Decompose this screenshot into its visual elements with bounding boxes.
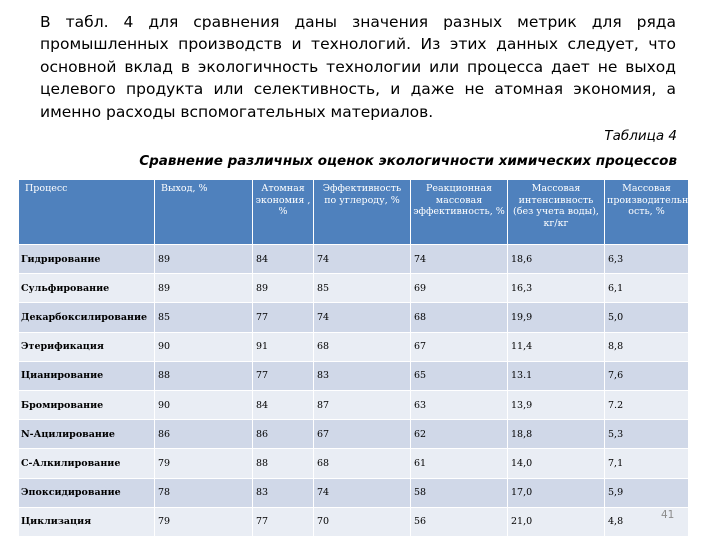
table-cell: 85 — [314, 274, 411, 303]
table-cell: 68 — [314, 449, 411, 478]
table-cell: 79 — [155, 507, 253, 536]
table-cell: 69 — [411, 274, 508, 303]
table-cell: 91 — [253, 332, 314, 361]
table-cell: 5,0 — [605, 303, 689, 332]
table-cell-process: Цианирование — [19, 361, 155, 390]
table-cell: 16,3 — [508, 274, 605, 303]
page-number: 41 — [661, 509, 675, 521]
table-cell: 74 — [314, 245, 411, 274]
table-cell: 8,8 — [605, 332, 689, 361]
table-cell-process: Бромирование — [19, 390, 155, 419]
table-body — [19, 245, 689, 537]
table-cell-process: N-Ацилирование — [19, 420, 155, 449]
table-cell: 89 — [155, 274, 253, 303]
table-cell-process: Циклизация — [19, 507, 155, 536]
header-yield: Выход, % — [155, 180, 253, 245]
table-cell-process: Этерификация — [19, 332, 155, 361]
table-cell: 68 — [314, 332, 411, 361]
table-cell: 56 — [411, 507, 508, 536]
header-mass-productivity: Массовая производительн ость, % — [605, 180, 689, 245]
table-cell: 78 — [155, 478, 253, 507]
table-row — [19, 274, 689, 303]
table-cell: 83 — [314, 361, 411, 390]
table-row — [19, 332, 689, 361]
table-row — [19, 507, 689, 536]
table-row — [19, 303, 689, 332]
table-cell: 83 — [253, 478, 314, 507]
table-cell-process: Гидрирование — [19, 245, 155, 274]
table-cell: 17,0 — [508, 478, 605, 507]
header-mass-intensity: Массовая интенсивность (без учета воды), кг/кг — [508, 180, 605, 245]
table-cell: 61 — [411, 449, 508, 478]
intro-paragraph: В табл. 4 для сравнения даны значения разных метрик для ряда промышленных производств и технологий. Из этих данных следует, что основной вклад в экологичность технологии или процесса дает не выход целевого продукта или селективность, и даже не атомная экономия, а именно расходы вспомогательных материалов. — [40, 13, 676, 121]
table-row — [19, 390, 689, 419]
table-cell: 58 — [411, 478, 508, 507]
table-cell: 14,0 — [508, 449, 605, 478]
table-cell: 74 — [314, 478, 411, 507]
table-row — [19, 245, 689, 274]
header-carbon-efficiency: Эффективность по углероду, % — [314, 180, 411, 245]
table-cell: 7,1 — [605, 449, 689, 478]
table-header-row — [19, 180, 689, 245]
table-cell: 6,1 — [605, 274, 689, 303]
table-cell: 65 — [411, 361, 508, 390]
table-cell: 79 — [155, 449, 253, 478]
table-cell: 90 — [155, 332, 253, 361]
table-number: Таблица 4 — [604, 128, 677, 144]
table-cell: 18,8 — [508, 420, 605, 449]
table-cell: 89 — [155, 245, 253, 274]
table-title: Сравнение различных оценок экологичности химических процессов — [139, 153, 677, 169]
table-cell: 88 — [155, 361, 253, 390]
table-cell: 5,3 — [605, 420, 689, 449]
table-row — [19, 361, 689, 390]
table-cell: 70 — [314, 507, 411, 536]
table-row — [19, 478, 689, 507]
table-cell: 13,9 — [508, 390, 605, 419]
table-cell: 84 — [253, 390, 314, 419]
table-cell: 85 — [155, 303, 253, 332]
metrics-table — [18, 179, 689, 537]
table-cell: 11,4 — [508, 332, 605, 361]
table-cell: 77 — [253, 361, 314, 390]
table-cell: 4,8 — [605, 507, 689, 536]
table-cell: 74 — [314, 303, 411, 332]
table-cell: 87 — [314, 390, 411, 419]
table-row — [19, 420, 689, 449]
table-cell: 84 — [253, 245, 314, 274]
table-cell: 89 — [253, 274, 314, 303]
header-atom-economy: Атомная экономия , % — [253, 180, 314, 245]
table-cell: 5,9 — [605, 478, 689, 507]
table-cell: 7,6 — [605, 361, 689, 390]
table-cell: 88 — [253, 449, 314, 478]
table-cell: 19,9 — [508, 303, 605, 332]
table-cell: 68 — [411, 303, 508, 332]
table-cell-process: С-Алкилирование — [19, 449, 155, 478]
table-cell: 67 — [411, 332, 508, 361]
table-cell: 86 — [253, 420, 314, 449]
table-cell: 77 — [253, 507, 314, 536]
table-cell: 21,0 — [508, 507, 605, 536]
table-cell: 63 — [411, 390, 508, 419]
table-cell: 74 — [411, 245, 508, 274]
table-cell: 6,3 — [605, 245, 689, 274]
table-cell-process: Сульфирование — [19, 274, 155, 303]
table-cell-process: Эпоксидирование — [19, 478, 155, 507]
header-reaction-mass-efficiency: Реакционная массовая эффективность, % — [411, 180, 508, 245]
table-cell: 18,6 — [508, 245, 605, 274]
table-cell-process: Декарбоксилирование — [19, 303, 155, 332]
table-cell: 67 — [314, 420, 411, 449]
table-cell: 62 — [411, 420, 508, 449]
table-cell: 90 — [155, 390, 253, 419]
table-cell: 7.2 — [605, 390, 689, 419]
table-cell: 13.1 — [508, 361, 605, 390]
table-row — [19, 449, 689, 478]
table-cell: 86 — [155, 420, 253, 449]
header-process: Процесс — [19, 180, 155, 245]
table-cell: 77 — [253, 303, 314, 332]
